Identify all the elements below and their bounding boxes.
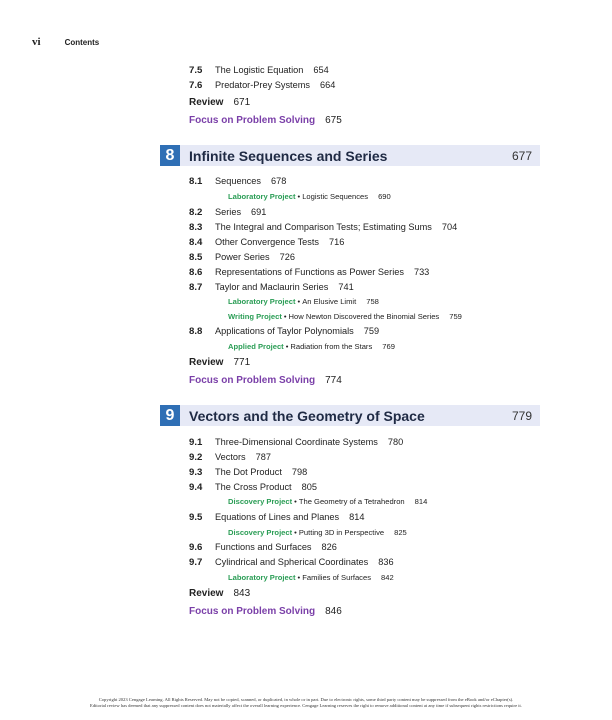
chapter-title: Infinite Sequences and Series — [189, 147, 388, 164]
section-number: 8.2 — [189, 207, 203, 218]
toc-project[interactable] — [228, 527, 407, 538]
section-page: 741 — [338, 282, 354, 292]
section-number: 8.7 — [189, 282, 203, 293]
project-title: An Elusive Limit — [302, 297, 357, 306]
toc-section[interactable] — [189, 251, 295, 264]
chapter-bar — [180, 145, 540, 166]
toc-section[interactable] — [189, 436, 403, 449]
toc-section[interactable] — [189, 221, 457, 234]
section-number: 8.3 — [189, 222, 203, 233]
project-title: The Geometry of a Tetrahedron — [298, 497, 405, 506]
section-page: 836 — [378, 557, 394, 567]
toc-section[interactable] — [189, 64, 329, 77]
section-number: 9.7 — [189, 557, 203, 568]
section-page: 678 — [270, 176, 287, 186]
bullet: • — [297, 192, 301, 201]
bullet: • — [294, 497, 297, 506]
section-title: Equations of Lines and Planes — [215, 512, 340, 522]
chapter-heading[interactable] — [160, 145, 540, 166]
focus-page: 774 — [325, 375, 342, 386]
section-title: The Cross Product — [215, 482, 292, 492]
project-kind: Applied Project — [228, 342, 284, 351]
section-page: 814 — [349, 512, 365, 522]
chapter-page: 779 — [511, 408, 532, 423]
section-page: 787 — [255, 452, 271, 462]
project-kind: Laboratory Project — [228, 192, 296, 201]
toc-section[interactable] — [189, 236, 344, 249]
section-number: 8.5 — [189, 252, 203, 263]
project-title: Families of Surfaces — [302, 573, 371, 582]
review-label: Review — [189, 357, 224, 368]
section-title: Representations of Functions as Power Series — [215, 267, 404, 277]
copyright-line-2: Editorial review has deemed that any suppressed content does not materially affect the overall learning experience. Cengage Learning reserves the right to remove additional content at any time if subsequent rights restrictions require it. — [90, 703, 522, 708]
section-title: Taylor and Maclaurin Series — [215, 282, 329, 292]
section-number: 9.5 — [189, 512, 203, 523]
toc-project[interactable] — [228, 572, 394, 583]
section-number: 8.6 — [189, 267, 203, 278]
section-number: 8.4 — [189, 237, 203, 248]
project-title: Radiation from the Stars — [290, 342, 373, 351]
toc-project[interactable] — [228, 311, 462, 322]
section-number: 9.4 — [189, 482, 203, 493]
section-title: Applications of Taylor Polynomials — [215, 326, 354, 336]
toc-section[interactable] — [189, 325, 379, 338]
toc-section[interactable] — [189, 79, 335, 92]
review-page: 771 — [233, 357, 251, 368]
project-kind: Discovery Project — [228, 528, 293, 537]
chapter-bar — [180, 405, 540, 426]
focus-label: Focus on Problem Solving — [189, 115, 316, 126]
section-title: Other Convergence Tests — [215, 237, 320, 247]
toc-section[interactable] — [189, 175, 286, 188]
section-number: 9.3 — [189, 467, 203, 478]
focus-page: 846 — [325, 606, 342, 617]
project-kind: Writing Project — [228, 312, 282, 321]
toc-focus[interactable] — [189, 375, 342, 386]
project-page: 758 — [366, 297, 379, 306]
project-kind: Laboratory Project — [228, 573, 296, 582]
bullet: • — [294, 528, 297, 537]
toc-section[interactable] — [189, 541, 337, 554]
toc-project[interactable] — [228, 191, 391, 202]
toc-project[interactable] — [228, 296, 379, 307]
section-number: 9.6 — [189, 542, 203, 553]
copyright-line-1: Copyright 2023 Cengage Learning. All Rights Reserved. May not be copied, scanned, or duplicated, in whole or in part. Due to electronic rights, some third party content may be suppressed from the eBook and/or eChapter(s). — [98, 697, 514, 702]
section-title: The Dot Product — [215, 467, 282, 477]
toc-review[interactable] — [189, 357, 250, 368]
project-title: Putting 3D in Perspective — [298, 528, 385, 537]
project-page: 769 — [382, 342, 395, 351]
review-label: Review — [189, 97, 224, 108]
section-title: Three-Dimensional Coordinate Systems — [215, 437, 378, 447]
toc-focus[interactable] — [189, 115, 342, 126]
review-page: 671 — [233, 97, 251, 108]
section-title: Vectors — [215, 452, 246, 462]
toc-review[interactable] — [189, 97, 250, 108]
toc-project[interactable] — [228, 496, 427, 507]
chapter-title: Vectors and the Geometry of Space — [189, 407, 425, 424]
section-page: 654 — [313, 65, 329, 75]
section-number: 8.8 — [189, 326, 203, 337]
chapter-page: 677 — [511, 148, 532, 163]
section-page: 691 — [251, 207, 267, 217]
toc-section[interactable] — [189, 481, 317, 494]
project-title: Logistic Sequences — [302, 192, 369, 201]
section-number: 7.5 — [189, 65, 203, 76]
section-page: 664 — [319, 80, 336, 90]
toc-focus[interactable] — [189, 606, 342, 617]
project-page: 842 — [381, 573, 394, 582]
review-label: Review — [189, 588, 224, 599]
bullet: • — [285, 342, 289, 351]
copyright-footer — [0, 697, 612, 709]
chapter-number: 9 — [160, 405, 180, 426]
toc-section[interactable] — [189, 451, 271, 464]
toc-section[interactable] — [189, 281, 354, 294]
toc-section[interactable] — [189, 466, 307, 479]
section-page: 733 — [413, 267, 430, 277]
section-title: Sequences — [215, 176, 261, 186]
chapter-heading[interactable] — [160, 405, 540, 426]
section-page: 805 — [301, 482, 317, 492]
section-page: 798 — [291, 467, 308, 477]
section-page: 704 — [441, 222, 458, 232]
focus-page: 675 — [325, 115, 342, 126]
project-page: 690 — [378, 192, 391, 201]
section-title: Series — [215, 207, 242, 217]
section-number: 9.1 — [189, 437, 203, 448]
toc-section[interactable] — [189, 206, 266, 219]
section-title: Power Series — [215, 252, 270, 262]
toc-section[interactable] — [189, 556, 394, 569]
toc-project[interactable] — [228, 341, 395, 352]
section-number: 7.6 — [189, 80, 203, 91]
toc-review[interactable] — [189, 588, 250, 599]
running-head — [32, 36, 99, 48]
section-page: 826 — [321, 542, 337, 552]
toc-section[interactable] — [189, 266, 429, 279]
section-page: 726 — [279, 252, 295, 262]
section-title: The Logistic Equation — [215, 65, 304, 75]
project-title: How Newton Discovered the Binomial Series — [288, 312, 440, 321]
focus-label: Focus on Problem Solving — [189, 375, 316, 386]
section-title: Predator-Prey Systems — [215, 80, 310, 90]
section-page: 759 — [363, 326, 380, 336]
page-number: vi — [32, 36, 41, 48]
review-page: 843 — [233, 588, 251, 599]
section-number: 9.2 — [189, 452, 203, 463]
toc-section[interactable] — [189, 511, 364, 524]
project-page: 759 — [449, 312, 462, 321]
bullet: • — [297, 297, 301, 306]
bullet: • — [297, 573, 301, 582]
section-title: Functions and Surfaces — [215, 542, 312, 552]
focus-label: Focus on Problem Solving — [189, 606, 316, 617]
section-page: 780 — [387, 437, 404, 447]
project-kind: Laboratory Project — [228, 297, 296, 306]
section-title: Cylindrical and Spherical Coordinates — [215, 557, 369, 567]
running-title: Contents — [64, 38, 100, 47]
project-page: 825 — [394, 528, 407, 537]
chapter-number: 8 — [160, 145, 180, 166]
section-title: The Integral and Comparison Tests; Estimating Sums — [215, 222, 432, 232]
project-kind: Discovery Project — [228, 497, 293, 506]
section-number: 8.1 — [189, 176, 203, 187]
project-page: 814 — [414, 497, 428, 506]
section-page: 716 — [329, 237, 345, 247]
bullet: • — [283, 312, 287, 321]
